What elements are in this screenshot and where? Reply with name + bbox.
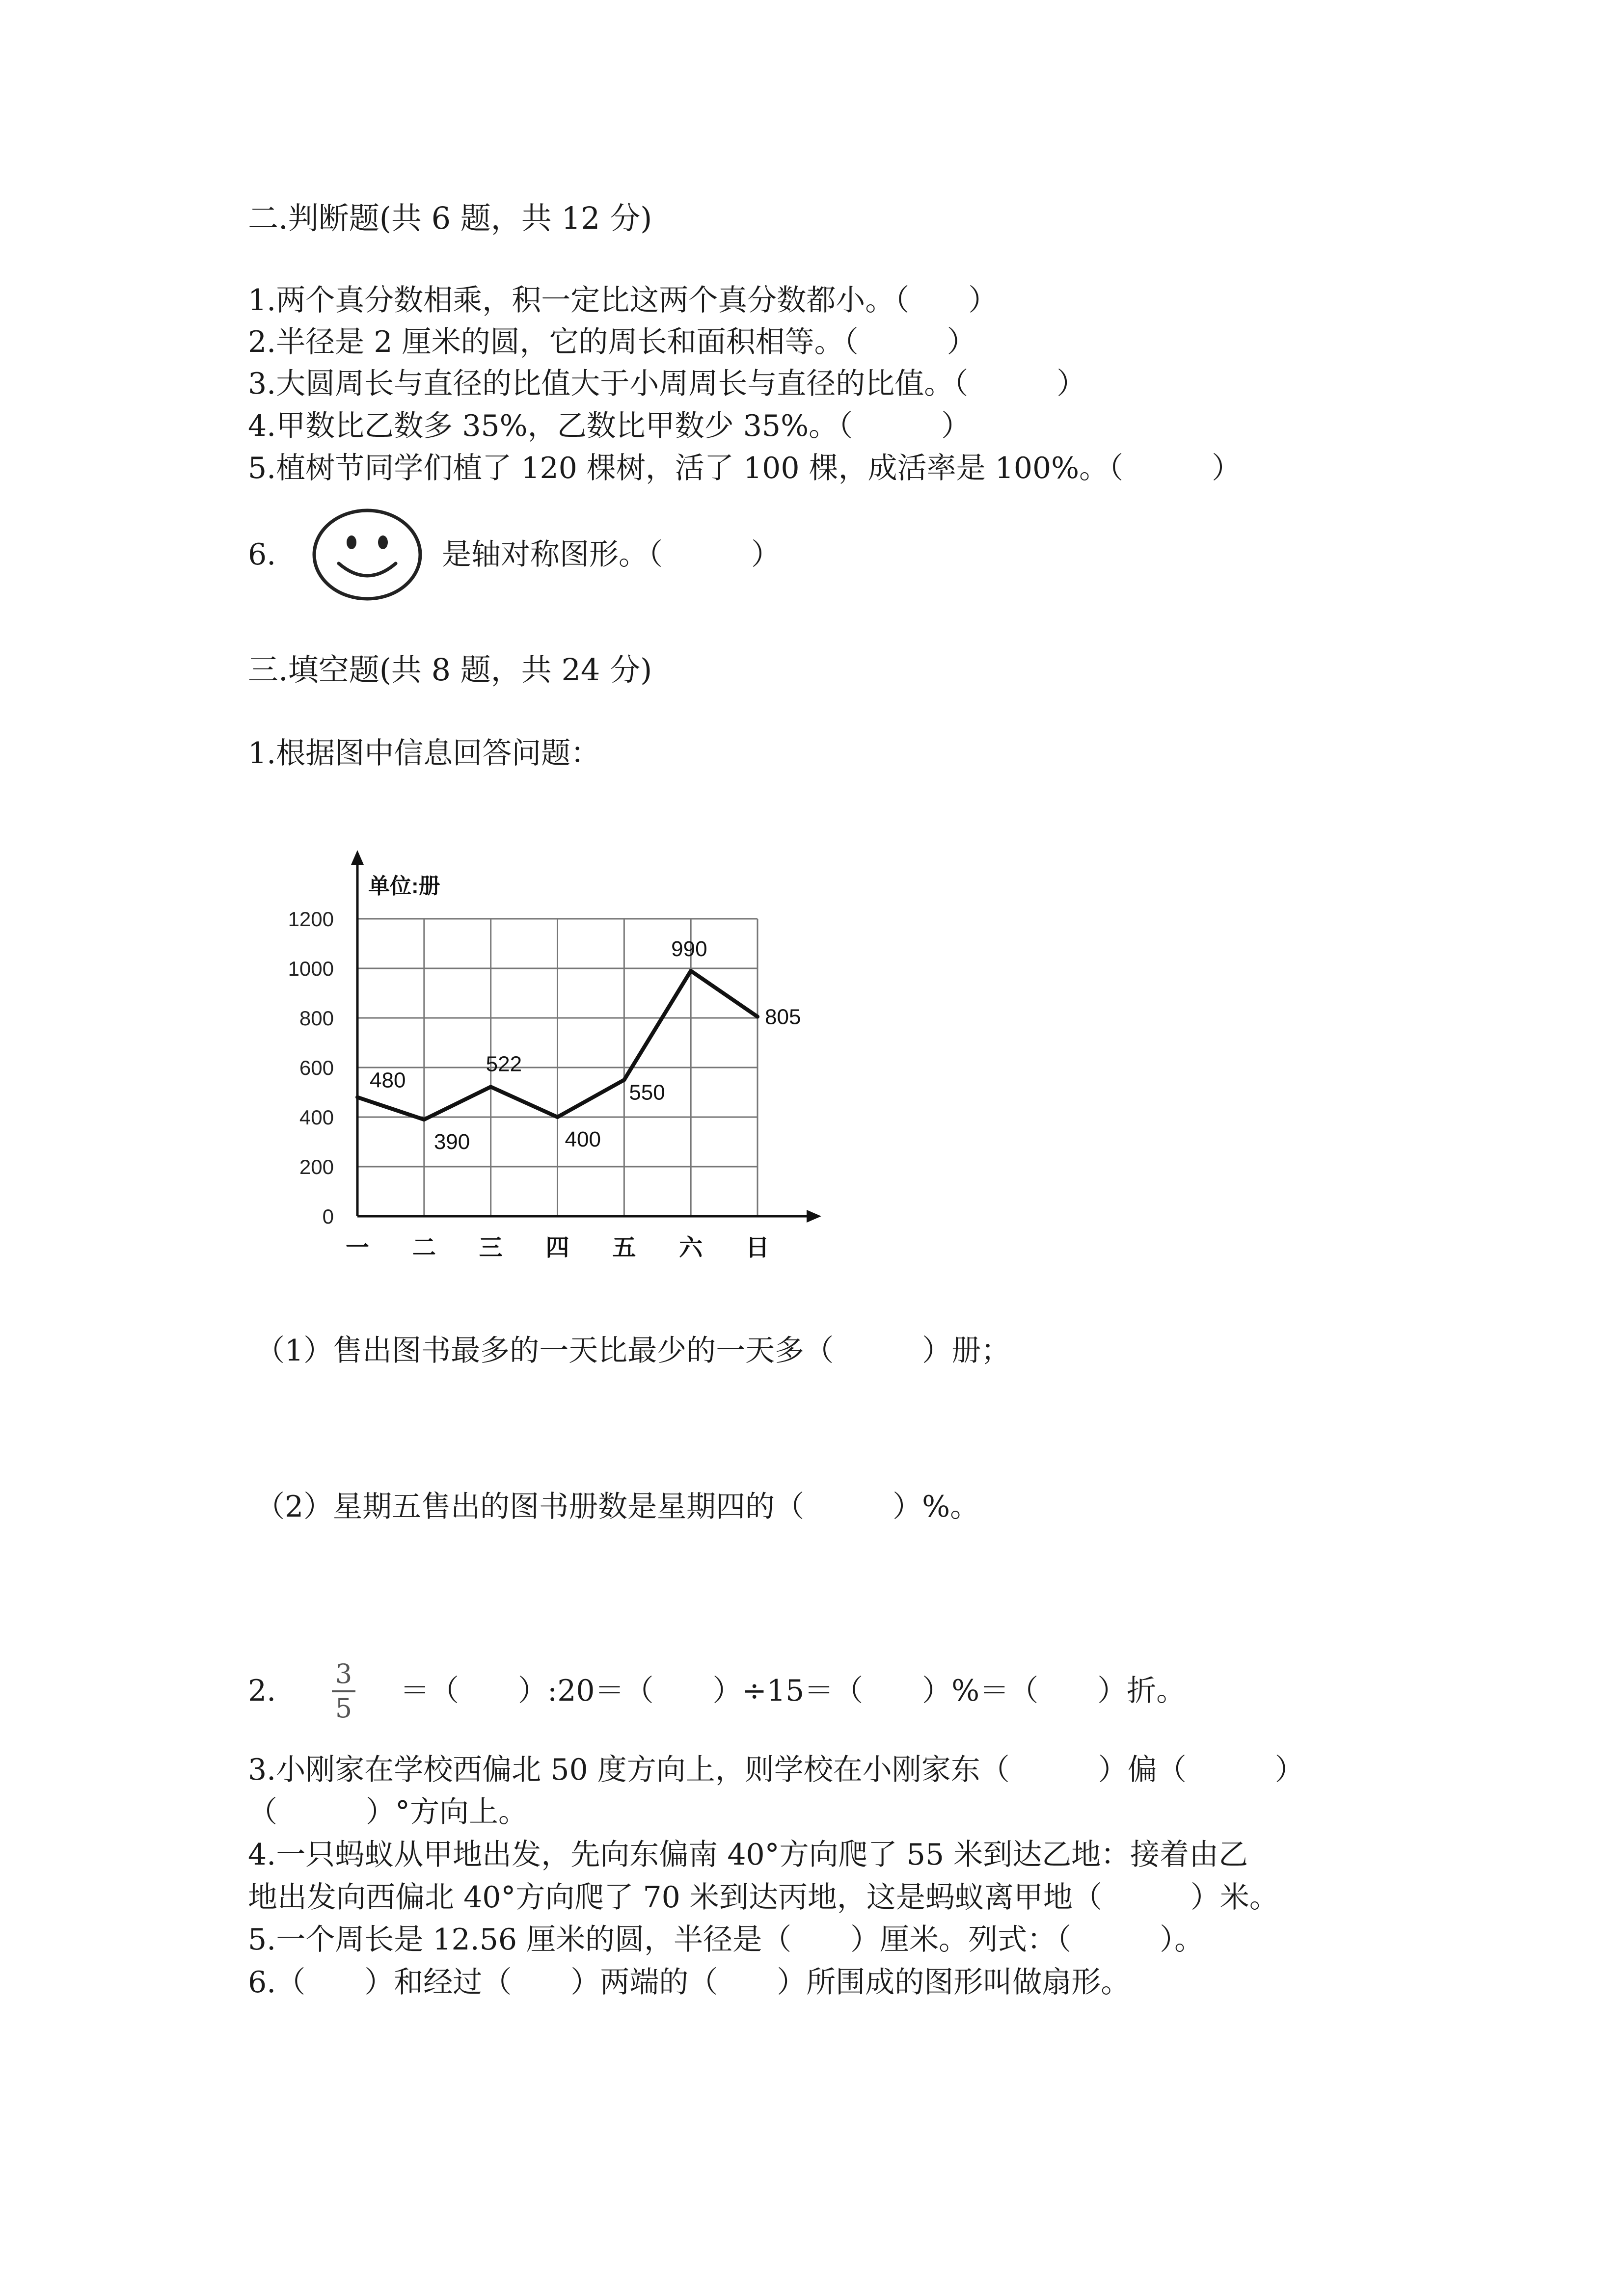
question-6-text: 是轴对称图形。（ ） [442,537,781,572]
data-point [556,1115,560,1119]
y-tick-label: 1000 [288,957,334,980]
question-2-number: 2. [248,1674,276,1708]
question-6-number: 6. [248,537,276,572]
x-tick-label: 四 [545,1235,569,1261]
question-item: 3.大圆周长与直径的比值大于小周周长与直径的比值。（ ） [248,367,1086,401]
smiley-face-icon [308,506,426,604]
data-point [689,969,693,973]
fraction-numerator: 3 [335,1658,352,1689]
x-tick-label: 三 [479,1235,503,1261]
question-4-line-1: 4.一只蚂蚁从甲地出发，先向东偏南 40°方向爬了 55 米到达乙地：接着由乙 [248,1838,1248,1872]
y-tick-label: 0 [322,1205,334,1228]
question-3-line-1: 3.小刚家在学校西偏北 50 度方向上，则学校在小刚家东（ ）偏（ ） [248,1753,1304,1787]
question-item: 2.半径是 2 厘米的圆，它的周长和面积相等。（ ） [248,325,976,359]
y-tick-label: 800 [299,1007,334,1030]
book-sales-chart [265,834,854,1276]
data-label: 480 [370,1068,406,1093]
question-1-sub-2: （2）星期五售出的图书册数是星期四的（ ）%。 [255,1490,980,1524]
fraction-denominator: 5 [335,1693,352,1724]
data-point [355,1095,359,1099]
data-point [622,1078,626,1082]
data-point [489,1085,493,1089]
y-axis-arrow [351,850,364,865]
question-item: 4.甲数比乙数多 35%，乙数比甲数少 35%。（ ） [248,409,971,443]
y-tick-label: 200 [299,1155,334,1178]
fraction-bar [332,1690,355,1692]
data-label: 550 [629,1080,665,1105]
line-chart-svg [265,834,854,1276]
question-item: 1.两个真分数相乘，积一定比这两个真分数都小。（ ） [248,283,998,318]
x-tick-label: 六 [679,1235,703,1261]
data-label: 805 [765,1005,801,1029]
question-item: 5.植树节同学们植了 120 棵树，活了 100 棵，成活率是 100%。（ ） [248,451,1242,485]
question-3-line-2: （ ）°方向上。 [248,1795,528,1829]
x-tick-label: 日 [745,1235,770,1261]
data-point [756,1015,759,1018]
unit-label: 单位:册 [368,874,440,898]
question-4-line-2: 地出发向西偏北 40°方向爬了 70 米到达丙地，这是蚂蚁离甲地（ ）米。 [248,1880,1279,1915]
section2-title: 二.判断题(共 6 题，共 12 分) [248,200,652,236]
question-1-sub-1: （1）售出图书最多的一天比最少的一天多（ ）册； [255,1334,1011,1368]
x-axis-arrow [807,1210,821,1223]
question-6: 6.（ ）和经过（ ）两端的（ ）所围成的图形叫做扇形。 [248,1965,1131,2000]
section3-title: 三.填空题(共 8 题，共 24 分) [248,652,652,688]
y-tick-label: 1200 [288,908,334,931]
question-5: 5.一个周长是 12.56 厘米的圆，半径是（ ）厘米。列式：（ ）。 [248,1922,1204,1957]
y-tick-label: 400 [299,1106,334,1129]
x-tick-label: 五 [612,1235,636,1261]
data-label: 522 [486,1052,522,1076]
fraction-three-fifths [329,1660,358,1723]
x-tick-label: 一 [345,1235,370,1261]
data-point [422,1118,426,1121]
y-tick-label: 600 [299,1056,334,1079]
question-1-intro: 1.根据图中信息回答问题： [248,736,600,771]
data-label: 390 [433,1130,470,1154]
data-label: 400 [565,1127,601,1151]
x-tick-label: 二 [412,1235,436,1261]
data-label: 990 [671,937,707,961]
question-2-text: ＝（ ）:20＝（ ）÷15＝（ ）%＝（ ）折。 [400,1674,1186,1708]
